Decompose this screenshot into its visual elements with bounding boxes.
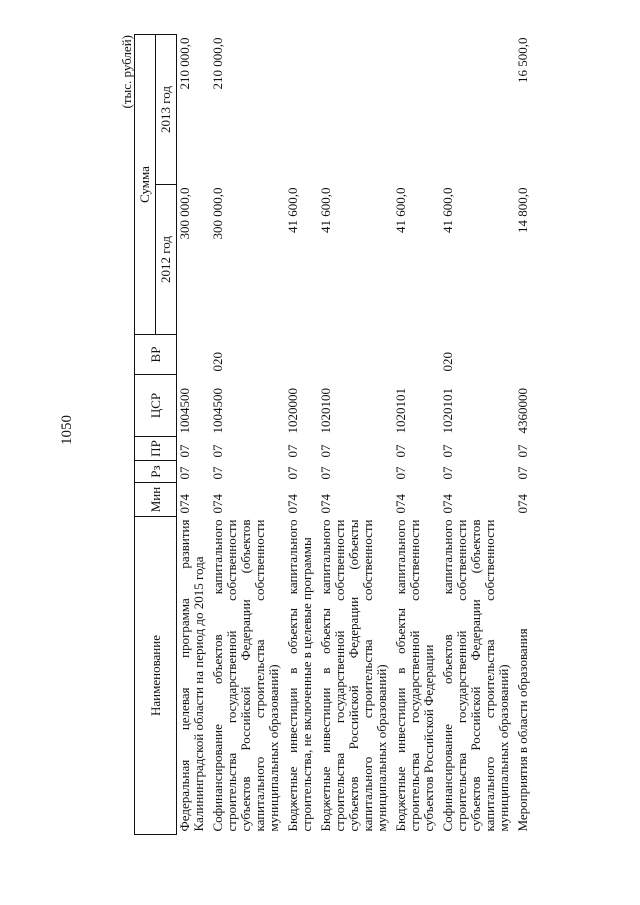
row-name: Софинансирование объектов капитального строительства государственной собственности субъектов Российской Федерации (объектов капитального строительства собственности муниципальных образований)	[210, 519, 281, 832]
header-pr: ПР	[135, 437, 177, 461]
row-amount-2012: 41 600,0	[393, 187, 408, 233]
row-min: 074	[285, 494, 300, 514]
row-min: 074	[210, 494, 225, 514]
header-vr: ВР	[135, 335, 177, 375]
row-csr: 1004500	[177, 388, 192, 434]
table-body	[177, 35, 535, 835]
table-row	[177, 35, 211, 835]
row-csr: 1020100	[318, 388, 333, 434]
row-vr	[177, 335, 211, 375]
row-vr	[318, 335, 393, 375]
row-amount-2013: 16 500,0	[515, 37, 530, 83]
table-row	[515, 35, 534, 835]
row-amount-2013: 210 000,0	[210, 37, 225, 90]
row-pr: 07	[515, 444, 530, 458]
row-amount-2013	[318, 35, 393, 185]
row-amount-2013	[285, 35, 318, 185]
row-csr: 1020101	[393, 388, 408, 434]
row-vr	[393, 335, 440, 375]
row-vr	[515, 335, 534, 375]
row-name: Бюджетные инвестиции в объекты капитального строительства государственной собственности субъектов Российской Федерации (объекты капитального строительства собственности муниципальных образований)	[318, 519, 389, 832]
units-label: (тыс. рублей)	[119, 35, 134, 109]
row-amount-2012: 41 600,0	[440, 187, 455, 233]
header-csr: ЦСР	[135, 375, 177, 437]
row-min: 074	[177, 494, 192, 514]
row-min: 074	[318, 494, 333, 514]
table-row	[318, 35, 393, 835]
row-pr: 07	[393, 444, 408, 458]
row-amount-2013: 210 000,0	[177, 37, 192, 90]
row-csr: 1020101	[440, 388, 455, 434]
row-amount-2013	[440, 35, 515, 185]
header-year-2013: 2013 год	[156, 35, 177, 185]
row-min: 074	[440, 494, 455, 514]
row-amount-2013	[393, 35, 440, 185]
row-vr	[285, 335, 318, 375]
table-row	[440, 35, 515, 835]
row-pr: 07	[285, 444, 300, 458]
rotated-page-content	[120, 35, 600, 835]
row-rz: 07	[177, 466, 192, 480]
row-rz: 07	[515, 466, 530, 480]
row-name: Софинансирование объектов капитального строительства государственной собственности субъектов Российской Федерации (объектов капитального строительства собственности муниципальных образований)	[440, 519, 511, 832]
table-row	[393, 35, 440, 835]
row-vr: 020	[440, 352, 455, 372]
row-rz: 07	[285, 466, 300, 480]
row-rz: 07	[440, 466, 455, 480]
row-rz: 07	[393, 466, 408, 480]
row-name: Федеральная целевая программа развития Калининградской области на период до 2015 года	[177, 519, 206, 832]
row-pr: 07	[318, 444, 333, 458]
table-row	[210, 35, 285, 835]
row-csr: 1020000	[285, 388, 300, 434]
header-sum: Сумма	[135, 35, 156, 335]
row-amount-2012: 300 000,0	[210, 187, 225, 240]
header-year-2012: 2012 год	[156, 185, 177, 335]
row-min: 074	[393, 494, 408, 514]
row-csr: 4360000	[515, 388, 530, 434]
row-rz: 07	[318, 466, 333, 480]
row-pr: 07	[440, 444, 455, 458]
header-min: Мин	[135, 483, 177, 517]
row-name: Бюджетные инвестиции в объекты капитального строительства, не включенные в целевые программы	[285, 519, 314, 832]
row-vr: 020	[210, 352, 225, 372]
page-number: 1050	[59, 415, 75, 445]
row-rz: 07	[210, 466, 225, 480]
row-amount-2012: 14 800,0	[515, 187, 530, 233]
row-name: Бюджетные инвестиции в объекты капитального строительства государственной собственности субъектов Российской Федерации	[393, 519, 436, 832]
budget-table	[134, 34, 534, 835]
row-amount-2012: 41 600,0	[285, 187, 300, 233]
table-row	[285, 35, 318, 835]
row-amount-2012: 300 000,0	[177, 187, 192, 240]
table-header	[135, 35, 177, 835]
row-pr: 07	[210, 444, 225, 458]
header-name: Наименование	[135, 517, 177, 835]
header-rz: Рз	[135, 461, 177, 483]
row-amount-2012: 41 600,0	[318, 187, 333, 233]
row-name: Мероприятия в области образования	[515, 628, 530, 832]
row-min: 074	[515, 494, 530, 514]
row-pr: 07	[177, 444, 192, 458]
row-csr: 1004500	[210, 388, 225, 434]
